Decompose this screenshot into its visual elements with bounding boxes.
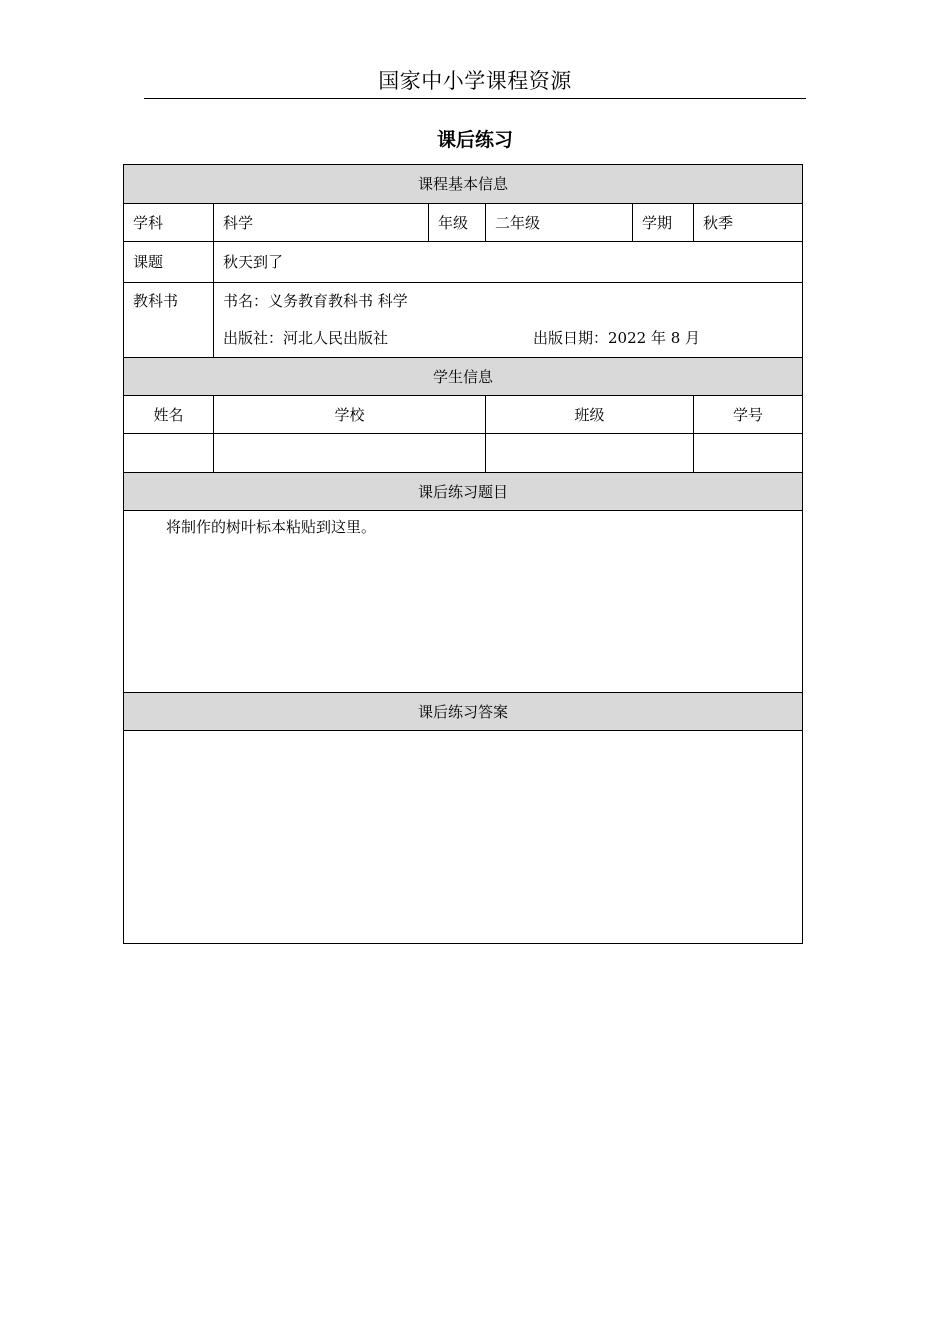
header-divider <box>144 98 806 99</box>
topic-value: 秋天到了 <box>214 242 803 283</box>
subject-label: 学科 <box>124 204 214 242</box>
student-class-header: 班级 <box>486 396 694 434</box>
student-info-section-header: 学生信息 <box>124 358 803 396</box>
student-class-field[interactable] <box>486 434 694 473</box>
topic-label: 课题 <box>124 242 214 283</box>
term-label: 学期 <box>633 204 694 242</box>
resource-header-title: 国家中小学课程资源 <box>378 69 572 93</box>
student-id-header: 学号 <box>694 396 803 434</box>
student-school-header: 学校 <box>214 396 486 434</box>
textbook-label: 教科书 <box>124 283 214 358</box>
answer-section-header: 课后练习答案 <box>124 693 803 731</box>
textbook-publish-date: 出版日期：2022 年 8 月 <box>533 329 701 347</box>
student-school-field[interactable] <box>214 434 486 473</box>
grade-value: 二年级 <box>486 204 633 242</box>
textbook-publisher: 出版社：河北人民出版社 <box>223 329 389 347</box>
student-id-field[interactable] <box>694 434 803 473</box>
exercise-section-header: 课后练习题目 <box>124 473 803 511</box>
exercise-form-table <box>123 164 803 944</box>
student-name-field[interactable] <box>124 434 214 473</box>
term-value: 秋季 <box>694 204 803 242</box>
subject-value: 科学 <box>214 204 429 242</box>
student-name-header: 姓名 <box>124 396 214 434</box>
grade-label: 年级 <box>429 204 486 242</box>
exercise-question: 将制作的树叶标本粘贴到这里。 <box>124 511 803 693</box>
document-title: 课后练习 <box>436 129 513 151</box>
course-info-section-header: 课程基本信息 <box>124 165 803 204</box>
answer-area[interactable] <box>124 731 803 944</box>
textbook-details <box>214 283 803 358</box>
textbook-name: 书名：义务教育教科书 科学 <box>223 292 408 310</box>
